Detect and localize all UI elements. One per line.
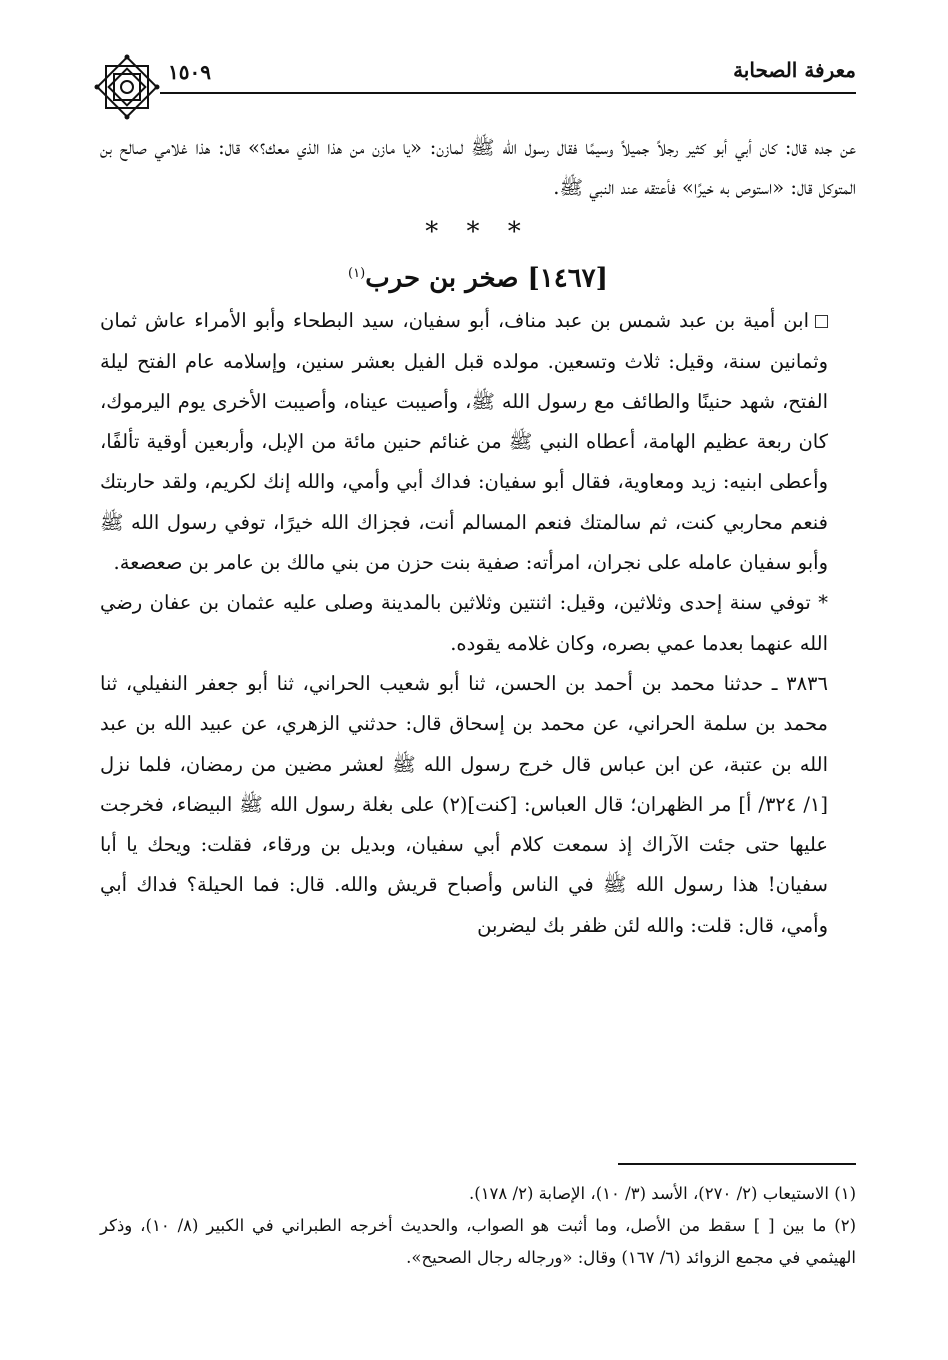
paragraph-hadith: ٣٨٣٦ ـ حدثنا محمد بن أحمد بن الحسن، ثنا أبو شعيب الحراني، ثنا أبو جعفر النفيلي، ثنا محمد بن سلمة الحراني، عن محمد بن إسحاق قال: حدثني الزهري، عن عبيد الله بن عبد الله بن عتبة، عن ابن عباس قال خرج رسول الله ﷺ لعشر مضين من رمضان، فلما نزل [١/ ٣٢٤/ أ] مر الظهران؛ قال العباس: [كنت](٢) على بغلة رسول الله ﷺ البيضاء، فخرجت عليها حتى جئت الآراك إذ سمعت كلام أبي سفيان، وبديل بن ورقاء، فقلت: ويحك يا أبا سفيان! هذا رسول الله ﷺ في الناس وأصباح قريش والله. قال: فما الحيلة؟ فداك أبي وأمي، قال: قلت: والله لئن ظفر بك ليضربن xyxy=(100,671,828,937)
section-separator-stars: * * * xyxy=(425,216,531,247)
main-text xyxy=(100,128,856,946)
footnote-ref-1: (١) xyxy=(348,265,366,281)
header-rule xyxy=(160,92,856,94)
paragraph-biography xyxy=(100,301,856,583)
paragraph-death: * توفي سنة إحدى وثلاثين، وقيل: اثنتين وثلاثين بالمدينة وصلى عليه عثمان بن عفان رضي الله عنهما بعدما عمي بصره، وكان غلامه يقوده. xyxy=(100,591,828,655)
book-title: معرفة الصحابة xyxy=(733,58,856,82)
footnote-1: (١) الاستيعاب (٢/ ٢٧٠)، الأسد (٣/ ١٠)، الإصابة (٢/ ١٧٨). xyxy=(469,1184,856,1203)
footnotes xyxy=(100,1178,856,1274)
paragraph-biography-text: ابن أمية بن عبد شمس بن عبد مناف، أبو سفيان، سيد البطحاء وأبو الأمراء عاش ثمان وثمانين سنة، وقيل: ثلاث وتسعين. مولده قبل الفيل بعشر سنين، وإسلامه عام الفتح ليلة الفتح، شهد حنينًا والطائف مع رسول الله ﷺ، وأصيبت عيناه، وأصيبت الأخرى يوم اليرموك، كان ربعة عظيم الهامة، أعطاه النبي ﷺ من غنائم حنين مائة من الإبل، وأربعين أوقية تألفًا، وأعطى ابنيه: زيد ومعاوية، فقال أبو سفيان: فداك أبي وأمي، والله إنك لكريم، ولقد حاربتك فنعم محاربي كنت، ثم سالمتك فنعم المسالم أنت، فجزاك الله خيرًا، توفي رسول الله ﷺ وأبو سفيان عامله على نجران، امرأته: صفية بنت حزن من بني مالك بن عامر بن صعصعة. xyxy=(100,309,828,575)
entry-heading-text: [١٤٦٧] صخر بن حرب xyxy=(365,263,608,294)
footnote-rule xyxy=(618,1163,856,1165)
page-header xyxy=(98,52,856,122)
square-marker-icon xyxy=(815,315,828,328)
octagon-ornament-icon xyxy=(92,52,162,122)
paragraph-intro: عن جده قال: كان أبي أبو كثير رجلاً جميلاً وسيمًا فقال رسول الله ﷺ لمازن: «يا مازن من هذا الذي معك؟» قال: هذا غلامي صالح بن المتوكل قال: «استوص به خيرًا» فأعتقه عند النبي ﷺ. xyxy=(100,136,856,200)
footnote-2: (٢) ما بين [ ] سقط من الأصل، وما أثبت هو الصواب، والحديث أخرجه الطبراني في الكبير (٨/ ١٠)، وذكر الهيثمي في مجمع الزوائد (٦/ ١٦٧) وقال: «ورجاله رجال الصحيح». xyxy=(100,1216,856,1267)
page-number: ١٥٠٩ xyxy=(168,60,211,84)
entry-heading xyxy=(100,253,856,300)
